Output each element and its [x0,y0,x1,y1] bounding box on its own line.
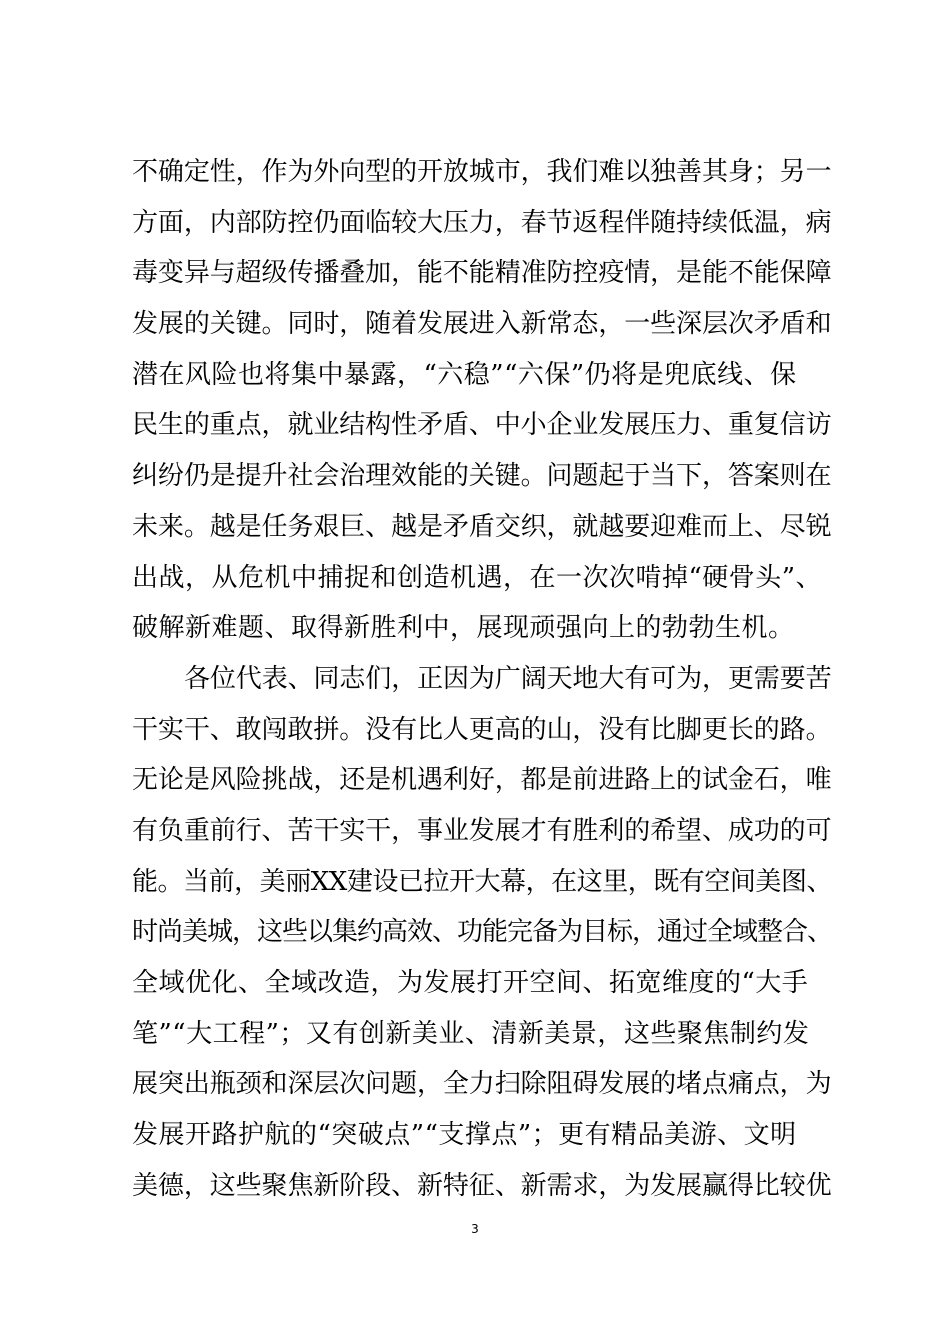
text-line: 无论是风险挑战，还是机遇利好，都是前进路上的试金石，唯 [132,765,832,796]
text-line: 有负重前行、苦干实干，事业发展才有胜利的希望、成功的可 [132,815,832,846]
text-line: 时尚美城，这些以集约高效、功能完备为目标，通过全域整合、 [132,917,833,948]
text-line: 民生的重点，就业结构性矛盾、中小企业发展压力、重复信访 [132,410,832,441]
text-line: 全域优化、全域改造，为发展打开空间、拓宽维度的“大手 [132,968,809,998]
text-line: 发展开路护航的“突破点”“支撑点”；更有精品美游、文明 [132,1120,797,1151]
text-line: 发展的关键。同时，随着发展进入新常态，一些深层次矛盾和 [132,309,832,340]
text-line: 纠纷仍是提升社会治理效能的关键。问题起于当下，答案则在 [132,461,832,492]
text-line: 破解新难题、取得新胜利中，展现顽强向上的勃勃生机。 [132,613,795,644]
text-line: 出战，从危机中捕捉和创造机遇，在一次次啃掉“硬骨头”、 [132,562,823,593]
text-line: 方面，内部防控仍面临较大压力，春节返程伴随持续低温，病 [132,207,832,238]
text-line: 展突出瓶颈和深层次问题，全力扫除阻碍发展的堵点痛点，为 [132,1069,832,1100]
text-line: 笔”“大工程”；又有创新美业、清新美景，这些聚焦制约发 [132,1018,810,1049]
text-line: 毒变异与超级传播叠加，能不能精准防控疫情，是能不能保障 [132,258,832,289]
text-line: 潜在风险也将集中暴露，“六稳”“六保”仍将是兜底线、保 [132,359,797,390]
body-text [132,147,832,1211]
text-line: 不确定性，作为外向型的开放城市，我们难以独善其身；另一 [132,157,832,187]
text-line: 未来。越是任务艰巨、越是矛盾交织，就越要迎难而上、尽锐 [132,511,832,542]
text-line: 能。当前，美丽XX建设已拉开大幕，在这里，既有空间美图、 [132,866,833,897]
text-line: 美德，这些聚焦新阶段、新特征、新需求，为发展赢得比较优 [132,1170,832,1201]
page-number: 3 [471,1222,479,1236]
text-line: 各位代表、同志们，正因为广阔天地大有可为，更需要苦 [184,663,832,694]
text-line: 干实干、敢闯敢拼。没有比人更高的山，没有比脚更长的路。 [132,714,832,745]
